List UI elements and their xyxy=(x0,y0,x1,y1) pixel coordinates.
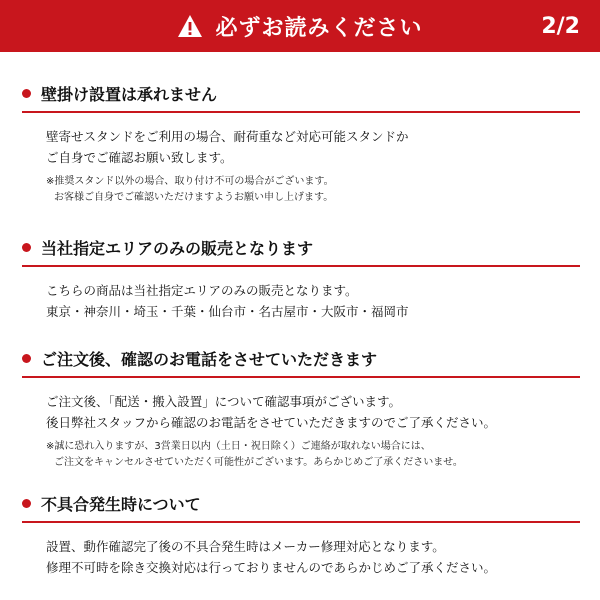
section-divider xyxy=(22,111,580,113)
section-heading-text: 壁掛け設置は承れません xyxy=(41,84,218,104)
body-line: 東京・神奈川・埼玉・千葉・仙台市・名古屋市・大阪市・福岡市 xyxy=(46,304,409,319)
section-divider xyxy=(22,265,580,267)
body-line: ご注文後、「配送・搬入設置」について確認事項がございます。 xyxy=(46,394,402,409)
page-indicator: 2/2 xyxy=(541,13,580,39)
section-heading xyxy=(22,234,580,260)
section-notes xyxy=(46,439,580,471)
note-line: ご注文をキャンセルさせていただく可能性がございます。あらかじめご了承くださいませ。 xyxy=(54,457,463,468)
section-confirmation-call xyxy=(22,345,580,471)
section-malfunction xyxy=(22,490,580,578)
section-heading-text: 当社指定エリアのみの販売となります xyxy=(41,238,314,258)
section-divider xyxy=(22,521,580,523)
section-heading xyxy=(22,490,580,516)
body-line: 修理不可時を除き交換対応は行っておりませんのであらかじめご了承ください。 xyxy=(46,560,497,575)
section-sales-area xyxy=(22,234,580,322)
section-body xyxy=(22,536,580,578)
body-line: ご自身でご確認お願い致します。 xyxy=(46,150,233,165)
bullet-icon xyxy=(22,89,31,98)
section-divider xyxy=(22,376,580,378)
section-heading xyxy=(22,80,580,106)
body-line: 壁寄せスタンドをご利用の場合、耐荷重など対応可能スタンドか xyxy=(46,129,409,144)
bullet-icon xyxy=(22,243,31,252)
warning-triangle-icon xyxy=(177,14,203,38)
section-body xyxy=(22,126,580,206)
section-notes xyxy=(46,174,580,206)
section-heading xyxy=(22,345,580,371)
section-heading-text: 不具合発生時について xyxy=(41,494,201,514)
note-line: ※推奨スタンド以外の場合、取り付け不可の場合がございます。 xyxy=(46,176,334,187)
body-line: 設置、動作確認完了後の不具合発生時はメーカー修理対応となります。 xyxy=(46,539,445,554)
body-line: こちらの商品は当社指定エリアのみの販売となります。 xyxy=(46,283,358,298)
bullet-icon xyxy=(22,354,31,363)
section-heading-text: ご注文後、確認のお電話をさせていただきます xyxy=(41,349,378,369)
body-line: 後日弊社スタッフから確認のお電話をさせていただきますのでご了承ください。 xyxy=(46,415,497,430)
warning-banner xyxy=(0,0,600,52)
banner-title: 必ずお読みください xyxy=(215,15,423,41)
banner-title-group xyxy=(0,0,600,52)
bullet-icon xyxy=(22,499,31,508)
note-line: ※誠に恐れ入りますが、3営業日以内（土日・祝日除く）ご連絡が取れない場合には、 xyxy=(46,441,431,452)
section-body xyxy=(22,280,580,322)
section-body xyxy=(22,391,580,471)
section-wall-mount xyxy=(22,80,580,206)
note-line: お客様ご自身でご確認いただけますようお願い申し上げます。 xyxy=(54,192,334,203)
